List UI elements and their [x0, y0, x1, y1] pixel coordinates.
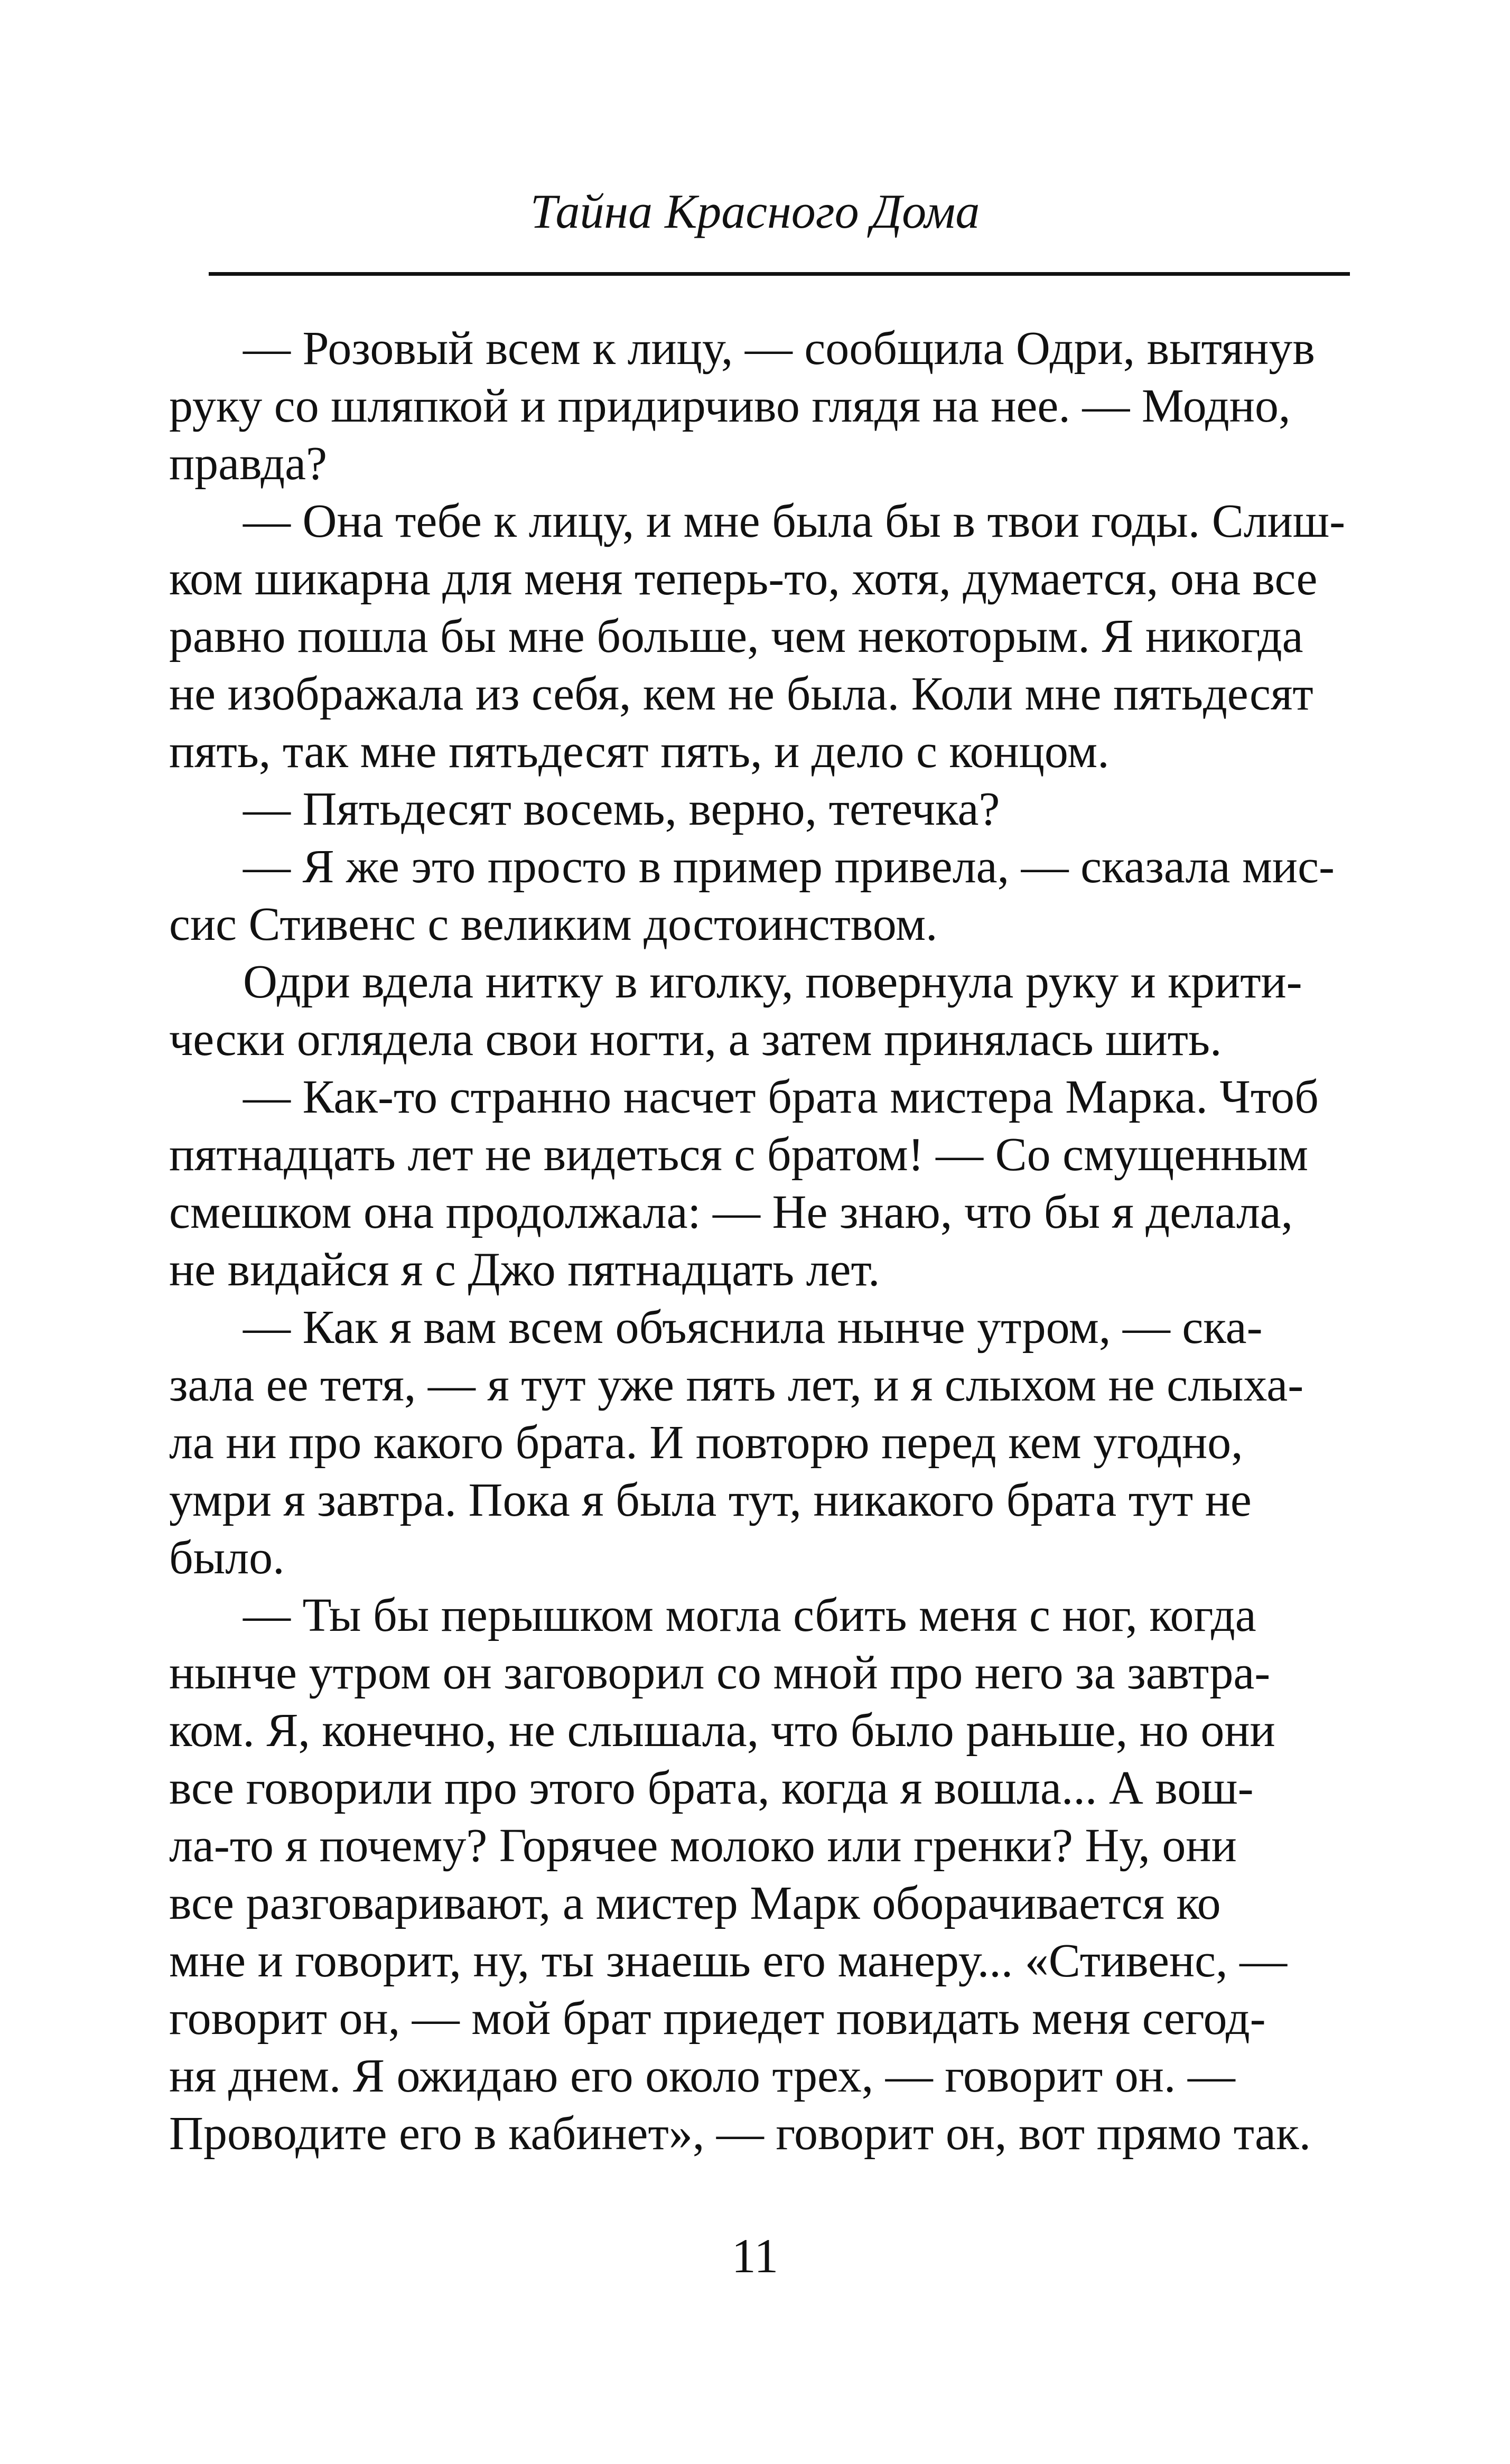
body-text [169, 320, 1353, 2162]
text-line: пятнадцать лет не видеться с братом! — Со смущенным [169, 1128, 1309, 1181]
text-line: не видайся я с Джо пятнадцать лет. [169, 1244, 880, 1296]
text-line: ла-то я почему? Горячее молоко или гренки? Ну, они [169, 1819, 1237, 1872]
text-line: все разговаривают, а мистер Марк оборачивается ко [169, 1877, 1221, 1929]
text-line: зала ее тетя, — я тут уже пять лет, и я слыхом не слыха- [169, 1359, 1304, 1411]
text-line: смешком она продолжала: — Не знаю, что бы я делала, [169, 1186, 1293, 1238]
page-number: 11 [731, 2229, 779, 2283]
running-header: Тайна Красного Дома [530, 184, 980, 238]
text-line: нынче утром он заговорил со мной про него за завтра- [169, 1647, 1271, 1699]
text-line: — Ты бы перышком могла сбить меня с ног, когда [243, 1589, 1256, 1641]
text-line: не изображала из себя, кем не была. Коли мне пятьдесят [169, 668, 1313, 720]
text-line: ком шикарна для меня теперь-то, хотя, думается, она все [169, 553, 1318, 605]
text-line: все говорили про этого брата, когда я вошла... А вош- [169, 1762, 1254, 1814]
text-line: — Пятьдесят восемь, верно, тетечка? [243, 783, 1000, 835]
text-line: Одри вдела нитку в иголку, повернула руку и крити- [243, 956, 1302, 1008]
text-line: умри я завтра. Пока я была тут, никакого брата тут не [169, 1474, 1252, 1526]
text-line: правда? [169, 437, 328, 490]
text-line: ком. Я, конечно, не слышала, что было раньше, но они [169, 1704, 1275, 1757]
text-line: — Розовый всем к лицу, — сообщила Одри, вытянув [243, 322, 1315, 375]
text-line: ня днем. Я ожидаю его около трех, — говорит он. — [169, 2050, 1235, 2102]
text-line: мне и говорит, ну, ты знаешь его манеру... «Стивенс, — [169, 1935, 1288, 1987]
text-line: Проводите его в кабинет», — говорит он, вот прямо так. [169, 2107, 1311, 2160]
text-line: — Как я вам всем объяснила нынче утром, — ска- [243, 1301, 1263, 1354]
text-line: говорит он, — мой брат приедет повидать меня сегод- [169, 1992, 1266, 2045]
text-line: руку со шляпкой и придирчиво глядя на нее. — Модно, [169, 380, 1291, 432]
text-line: — Она тебе к лицу, и мне была бы в твои годы. Слиш- [243, 495, 1346, 547]
text-line: — Я же это просто в пример привела, — сказала мис- [243, 841, 1335, 893]
header-rule [209, 272, 1350, 276]
text-line: равно пошла бы мне больше, чем некоторым. Я никогда [169, 610, 1303, 662]
text-line: было. [169, 1532, 285, 1584]
text-line: — Как-то странно насчет брата мистера Марка. Чтоб [243, 1071, 1319, 1123]
text-line: чески оглядела свои ногти, а затем принялась шить. [169, 1013, 1222, 1066]
text-line: ла ни про какого брата. И повторю перед кем угодно, [169, 1416, 1243, 1469]
text-line: пять, так мне пятьдесят пять, и дело с концом. [169, 725, 1110, 778]
text-line: сис Стивенс с великим достоинством. [169, 898, 938, 950]
